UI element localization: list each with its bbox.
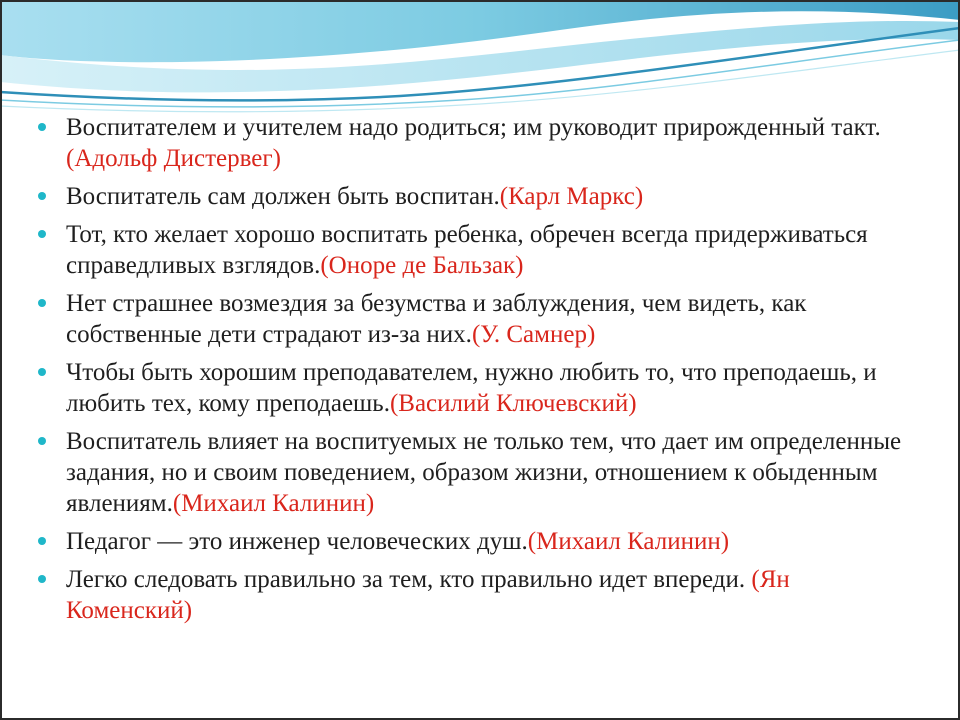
bullet-dot-icon: [38, 123, 46, 131]
quote-text: Педагог — это инженер человеческих душ.: [66, 528, 528, 555]
quote-item: [38, 564, 918, 626]
quote-author: (Михаил Калинин): [527, 528, 730, 555]
quote-item: [38, 526, 918, 557]
quote-text: Воспитателем и учителем надо родиться; им руководит прирожденный такт.: [66, 114, 881, 141]
quote-item: [38, 288, 918, 350]
quote-author: (Адольф Дистервег): [66, 145, 281, 172]
bullet-dot-icon: [38, 537, 46, 545]
bullet-dot-icon: [38, 575, 46, 583]
quote-author: (У. Самнер): [471, 321, 596, 348]
bullet-dot-icon: [38, 368, 46, 376]
quote-author: (Ян Коменский): [66, 566, 790, 624]
quote-item: [38, 181, 918, 212]
quote-author: (Оноре де Бальзак): [320, 252, 524, 279]
quote-list: [38, 112, 918, 626]
quote-author: (Михаил Калинин): [172, 490, 375, 517]
wave-header-decoration: [0, 0, 960, 120]
quote-text: Воспитатель сам должен быть воспитан.: [66, 183, 500, 210]
quote-author: (Василий Ключевский): [389, 390, 637, 417]
bullet-dot-icon: [38, 437, 46, 445]
quote-item: [38, 426, 918, 519]
bullet-dot-icon: [38, 230, 46, 238]
quote-text: Воспитатель влияет на воспитуемых не только тем, что дает им определенные задания, но и своим поведением, образом жизни, отношением к обыденным явлениям.: [66, 428, 902, 517]
quote-text: Чтобы быть хорошим преподавателем, нужно любить то, что преподаешь, и любить тех, кому преподаешь.: [66, 359, 877, 417]
quote-text: Тот, кто желает хорошо воспитать ребенка, обречен всегда придерживаться справедливых взглядов.: [66, 221, 868, 279]
quote-text: Нет страшнее возмездия за безумства и заблуждения, чем видеть, как собственные дети страдают из-за них.: [66, 290, 807, 348]
bullet-dot-icon: [38, 299, 46, 307]
bullet-dot-icon: [38, 192, 46, 200]
quote-item: [38, 219, 918, 281]
quote-item: [38, 112, 918, 174]
quote-author: (Карл Маркс): [499, 183, 644, 210]
quote-item: [38, 357, 918, 419]
quote-text: Легко следовать правильно за тем, кто правильно идет впереди.: [66, 566, 752, 593]
quotes-content: [38, 112, 918, 633]
